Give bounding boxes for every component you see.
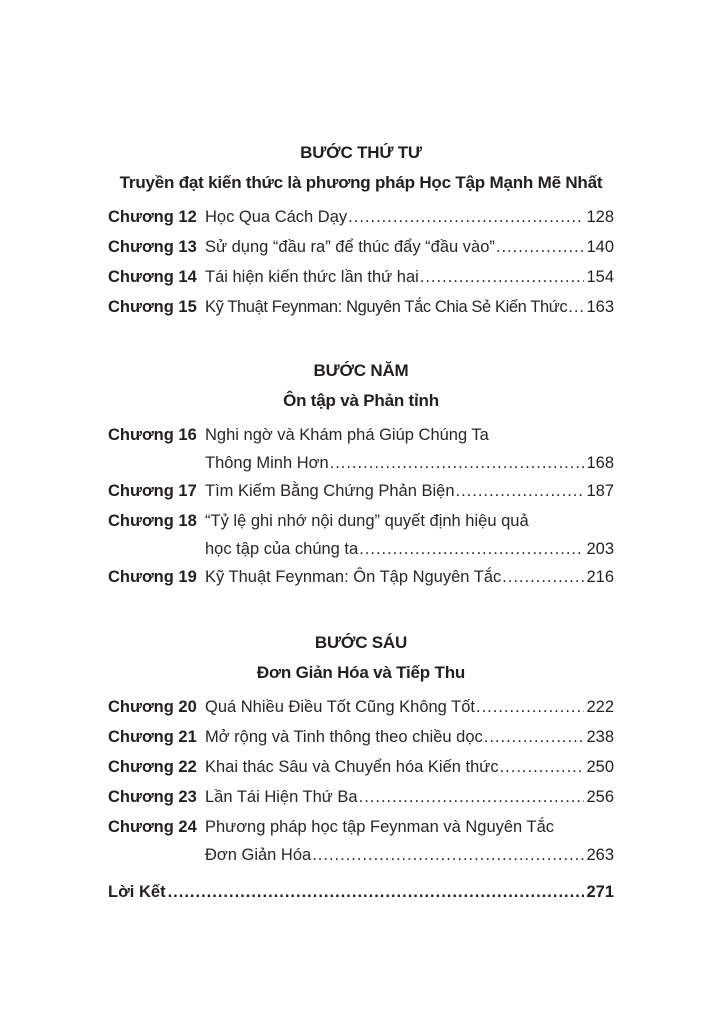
chapter-title-line-2: Thông Minh Hơn xyxy=(205,454,329,472)
page-number: 263 xyxy=(586,846,614,864)
chapter-title: Quá Nhiều Điều Tốt Cũng Không Tốt xyxy=(205,698,475,716)
toc-entry-chapter-18[interactable] xyxy=(108,506,614,562)
toc-entry-epilogue[interactable] xyxy=(108,877,614,907)
toc-entry-chapter-15[interactable] xyxy=(108,292,614,322)
chapter-number: Chương 12 xyxy=(108,208,197,226)
section-step-five xyxy=(108,356,614,592)
toc-entry-chapter-24[interactable] xyxy=(108,812,614,868)
toc-entry-chapter-23[interactable] xyxy=(108,782,614,812)
toc-entry-chapter-21[interactable] xyxy=(108,722,614,752)
page-number: 163 xyxy=(586,298,614,316)
section-title: BƯỚC NĂM xyxy=(313,361,409,380)
chapter-title: Học Qua Cách Dạy xyxy=(205,208,348,226)
chapter-title: Tái hiện kiến thức lần thứ hai xyxy=(205,268,419,286)
page-number: 128 xyxy=(586,208,614,226)
page-number: 203 xyxy=(586,540,614,558)
page-number: 271 xyxy=(586,883,614,901)
leader-dots xyxy=(502,562,584,592)
leader-dots xyxy=(330,450,585,476)
section-subtitle: Đơn Giản Hóa và Tiếp Thu xyxy=(256,663,466,682)
page-number: 154 xyxy=(586,268,614,286)
page-number: 216 xyxy=(586,568,614,586)
chapter-number: Chương 17 xyxy=(108,482,197,500)
page-number: 140 xyxy=(586,238,614,256)
leader-dots xyxy=(500,752,585,782)
section-step-four xyxy=(108,138,614,322)
leader-dots xyxy=(359,536,584,562)
chapter-title: Sử dụng “đầu ra” để thúc đẩy “đầu vào” xyxy=(205,238,495,256)
leader-dots xyxy=(359,782,585,812)
chapter-number: Chương 15 xyxy=(108,298,197,316)
chapter-number: Chương 20 xyxy=(108,698,197,716)
leader-dots xyxy=(420,262,585,292)
page-number: 250 xyxy=(586,758,614,776)
section-subtitle: Ôn tập và Phản tỉnh xyxy=(283,391,439,410)
toc-entry-chapter-13[interactable] xyxy=(108,232,614,262)
leader-dots xyxy=(312,842,584,868)
leader-dots xyxy=(456,476,585,506)
chapter-number: Chương 24 xyxy=(108,818,197,836)
chapter-title: Kỹ Thuật Feynman: Ôn Tập Nguyên Tắc xyxy=(205,568,502,586)
toc-entry-chapter-12[interactable] xyxy=(108,202,614,232)
leader-dots xyxy=(476,692,584,722)
chapter-title: Lần Tái Hiện Thứ Ba xyxy=(205,788,358,806)
section-subtitle: Truyền đạt kiến thức là phương pháp Học Tập Mạnh Mẽ Nhất xyxy=(119,173,603,192)
chapter-title: Mở rộng và Tinh thông theo chiều dọc xyxy=(205,728,483,746)
leader-dots xyxy=(496,232,585,262)
leader-dots xyxy=(168,877,585,907)
chapter-number: Chương 14 xyxy=(108,268,197,286)
page-number: 238 xyxy=(586,728,614,746)
toc-entry-chapter-14[interactable] xyxy=(108,262,614,292)
chapter-title: Khai thác Sâu và Chuyển hóa Kiến thức xyxy=(205,758,499,776)
chapter-number: Chương 18 xyxy=(108,512,197,530)
toc-entry-chapter-20[interactable] xyxy=(108,692,614,722)
leader-dots xyxy=(484,722,585,752)
leader-dots xyxy=(568,292,584,322)
chapter-title-line-1: “Tỷ lệ ghi nhớ nội dung” quyết định hiệu quả xyxy=(205,512,529,530)
toc-entry-chapter-19[interactable] xyxy=(108,562,614,592)
epilogue-label: Lời Kết xyxy=(108,883,166,901)
chapter-number: Chương 19 xyxy=(108,568,197,586)
toc-entry-chapter-17[interactable] xyxy=(108,476,614,506)
section-title: BƯỚC THỨ TƯ xyxy=(300,143,422,162)
chapter-title: Tìm Kiếm Bằng Chứng Phản Biện xyxy=(205,482,455,500)
page-number: 168 xyxy=(586,454,614,472)
chapter-title-line-1: Phương pháp học tập Feynman và Nguyên Tắc xyxy=(205,818,555,836)
section-step-six xyxy=(108,628,614,868)
page-number: 222 xyxy=(586,698,614,716)
page-number: 256 xyxy=(586,788,614,806)
chapter-title: Kỹ Thuật Feynman: Nguyên Tắc Chia Sẻ Kiến Thức xyxy=(205,298,568,316)
chapter-number: Chương 16 xyxy=(108,426,197,444)
chapter-number: Chương 22 xyxy=(108,758,197,776)
chapter-number: Chương 21 xyxy=(108,728,197,746)
section-title: BƯỚC SÁU xyxy=(314,633,408,652)
chapter-title-line-1: Nghi ngờ và Khám phá Giúp Chúng Ta xyxy=(205,426,489,444)
toc-entry-chapter-16[interactable] xyxy=(108,420,614,476)
chapter-number: Chương 13 xyxy=(108,238,197,256)
chapter-title-line-2: học tập của chúng ta xyxy=(205,540,359,558)
chapter-number: Chương 23 xyxy=(108,788,197,806)
page-number: 187 xyxy=(586,482,614,500)
toc-entry-chapter-22[interactable] xyxy=(108,752,614,782)
leader-dots xyxy=(348,202,584,232)
chapter-title-line-2: Đơn Giản Hóa xyxy=(205,846,312,864)
